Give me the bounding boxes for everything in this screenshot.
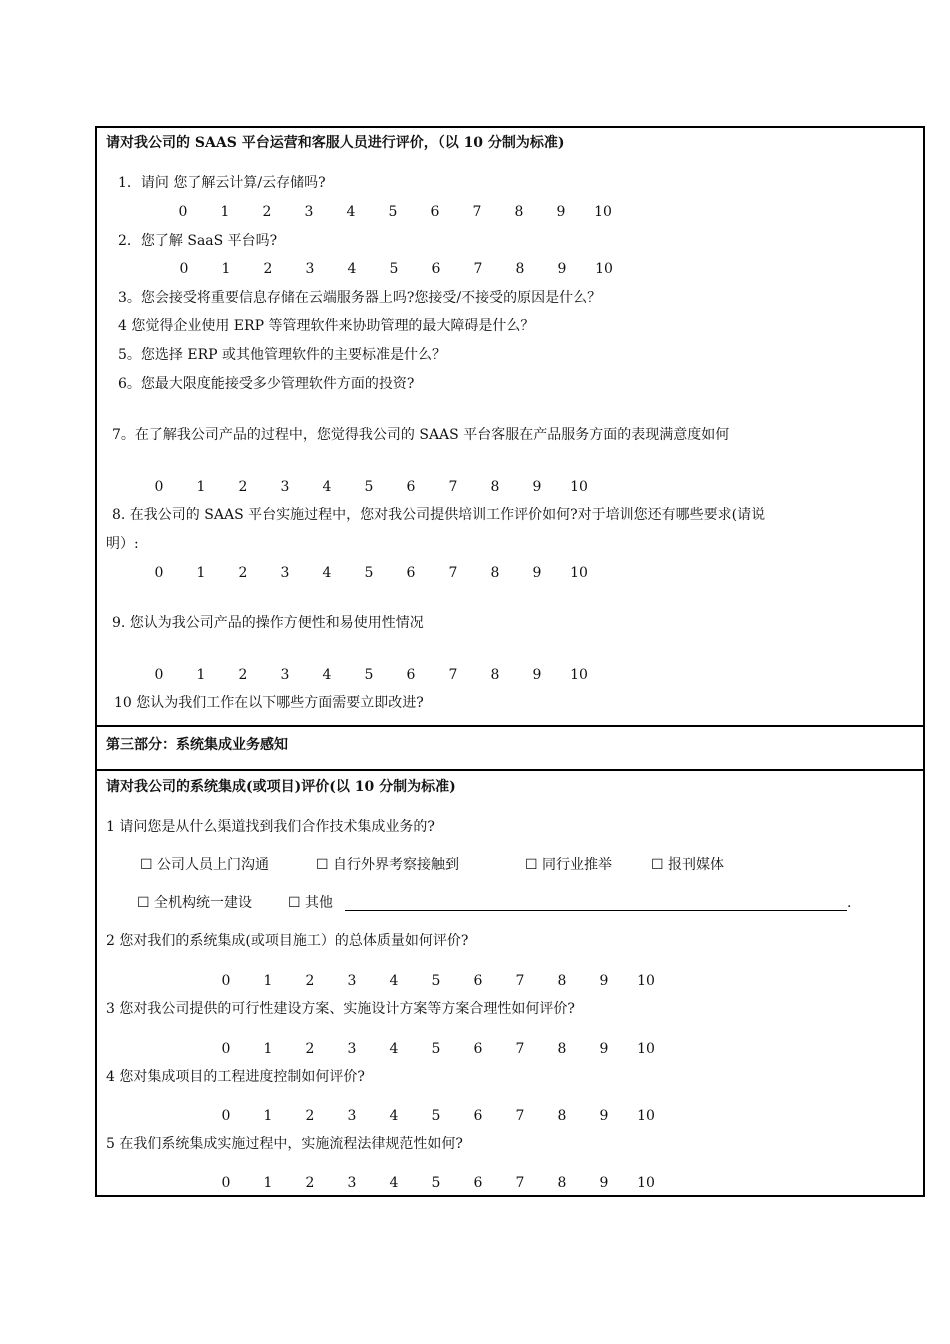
question-1: 1 请问您是从什么渠道找到我们合作技术集成业务的? [106, 819, 435, 835]
question-8: 8. 在我公司的 SAAS 平台实施过程中，您对我公司提供培训工作评价如何?对于培训您还有哪些要求(请说 [112, 507, 766, 523]
line-end: . [847, 895, 852, 911]
section-title: 第三部分：系统集成业务感知 [106, 737, 288, 753]
section-header: 请对我公司的 SAAS 平台运营和客服人员进行评价，（以 10 分制为标准) [106, 135, 565, 151]
option-checkbox[interactable]: ☐ 报刊媒体 [651, 857, 725, 873]
row-divider [97, 769, 923, 771]
question-3: 3。您会接受将重要信息存储在云端服务器上吗?您接受/不接受的原因是什么？ [118, 290, 602, 306]
question-8-cont: 明）: [106, 536, 139, 552]
question-1: 1．请问 您了解云计算/云存储吗? [118, 175, 326, 191]
question-5: 5。您选择 ERP 或其他管理软件的主要标准是什么？ [118, 347, 446, 363]
question-2: 2．您了解 SaaS 平台吗? [118, 233, 278, 249]
question-6: 6。您最大限度能接受多少管理软件方面的投资? [118, 376, 415, 392]
other-input-line[interactable] [345, 910, 847, 911]
question-3: 3 您对我公司提供的可行性建设方案、实施设计方案等方案合理性如何评价? [106, 1001, 575, 1017]
question-9: 9. 您认为我公司产品的操作方便性和易使用性情况 [112, 615, 424, 631]
question-5: 5 在我们系统集成实施过程中，实施流程法律规范性如何? [106, 1136, 463, 1152]
option-checkbox[interactable]: ☐ 同行业推举 [525, 857, 613, 873]
question-4: 4 您觉得企业使用 ERP 等管理软件来协助管理的最大障碍是什么？ [118, 318, 535, 334]
section-header: 请对我公司的系统集成(或项目)评价(以 10 分制为标准) [106, 779, 456, 795]
question-2: 2 您对我们的系统集成(或项目施工）的总体质量如何评价? [106, 933, 469, 949]
option-checkbox[interactable]: ☐ 全机构统一建设 [137, 895, 253, 911]
question-4: 4 您对集成项目的工程进度控制如何评价? [106, 1069, 365, 1085]
option-checkbox[interactable]: ☐ 自行外界考察接触到 [316, 857, 460, 873]
question-10: 10 您认为我们工作在以下哪些方面需要立即改进? [114, 695, 424, 711]
option-checkbox-other[interactable]: ☐ 其他 [288, 895, 334, 911]
option-checkbox[interactable]: ☐ 公司人员上门沟通 [140, 857, 270, 873]
survey-table [95, 126, 925, 1197]
row-divider [97, 725, 923, 727]
question-7: 7。在了解我公司产品的过程中，您觉得我公司的 SAAS 平台客服在产品服务方面的表现满意度如何 [112, 427, 730, 443]
